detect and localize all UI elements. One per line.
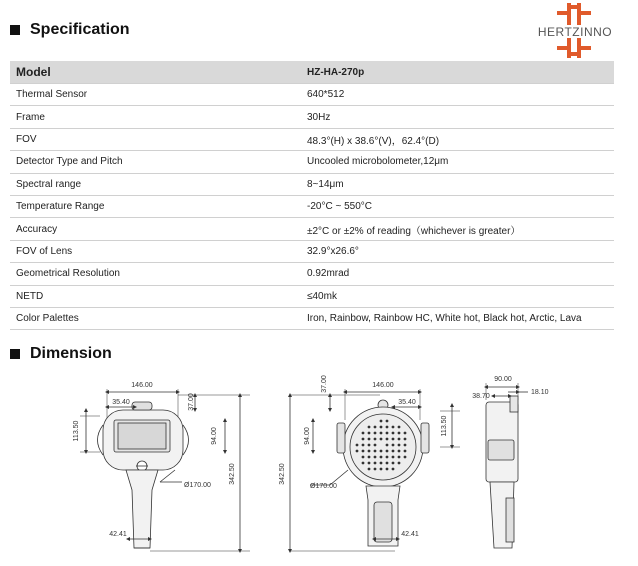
grille-hole [374, 426, 377, 429]
spec-label: Color Palettes [10, 307, 301, 329]
dimension-title: Dimension [30, 345, 112, 362]
grille-hole [368, 468, 371, 471]
grille-hole [398, 456, 401, 459]
spec-label: FOV of Lens [10, 240, 301, 262]
grille-hole [368, 456, 371, 459]
spec-label: FOV [10, 128, 301, 150]
grille-hole [386, 438, 389, 441]
back-handle-width-label: 42.41 [401, 531, 419, 538]
spec-value: 32.9°x26.6° [301, 240, 614, 262]
side-depth-label: 90.00 [494, 376, 512, 383]
specification-title: Specification [30, 21, 130, 38]
table-row [10, 240, 614, 262]
front-view-drawing [80, 389, 250, 551]
grille-hole [398, 426, 401, 429]
grille-hole [404, 438, 407, 441]
grille-hole [380, 462, 383, 465]
spec-value: 0.92mrad [301, 263, 614, 285]
specification-table [10, 61, 614, 330]
grille-hole [386, 420, 389, 423]
spec-value: Iron, Rainbow, Rainbow HC, White hot, Black hot, Arctic, Lava [301, 307, 614, 329]
spec-value: -20°C ~ 550°C [301, 195, 614, 217]
grille-hole [368, 432, 371, 435]
grille-hole [386, 432, 389, 435]
back-width-label: 146.00 [372, 382, 394, 389]
back-top-offset-label: 37.00 [321, 375, 328, 393]
logo-wordmark: HERTZINNO [537, 25, 613, 39]
spec-label: Thermal Sensor [10, 84, 301, 106]
table-row [10, 128, 614, 150]
grille-hole [386, 456, 389, 459]
spec-value: 48.3°(H) x 38.6°(V)，62.4°(D) [301, 128, 614, 150]
grille-hole [374, 456, 377, 459]
grille-hole [386, 462, 389, 465]
spec-label: Geometrical Resolution [10, 263, 301, 285]
grille-hole [398, 444, 401, 447]
hertzinno-logo [522, 2, 628, 60]
grille-hole [380, 468, 383, 471]
back-total-height-label: 342.50 [279, 463, 286, 485]
grille-hole [398, 462, 401, 465]
grille-hole [392, 438, 395, 441]
side-lens-depth-label: 38.70 [472, 393, 490, 400]
front-width-label: 146.00 [131, 382, 153, 389]
grille-hole [392, 426, 395, 429]
grille-hole [392, 432, 395, 435]
grille-hole [392, 456, 395, 459]
spec-value: ±2°C or ±2% of reading（whichever is greater） [301, 218, 614, 240]
spec-label: Accuracy [10, 218, 301, 240]
grille-hole [362, 438, 365, 441]
grille-hole [362, 456, 365, 459]
grille-hole [368, 462, 371, 465]
grille-hole [380, 432, 383, 435]
table-row [10, 195, 614, 217]
header-value: HZ-HA-270p [301, 61, 614, 84]
grille-hole [398, 438, 401, 441]
dimension-drawings [0, 368, 638, 566]
grille-hole [368, 444, 371, 447]
grille-hole [404, 444, 407, 447]
table-row [10, 106, 614, 128]
table-row [10, 285, 614, 307]
back-inner-height-label: 94.00 [304, 427, 311, 445]
grille-hole [380, 450, 383, 453]
grille-hole [374, 438, 377, 441]
grille-hole [374, 462, 377, 465]
grille-hole [386, 426, 389, 429]
grille-hole [380, 438, 383, 441]
table-header-row [10, 61, 614, 84]
square-bullet-icon [10, 349, 20, 359]
grille-hole [380, 426, 383, 429]
front-diameter-label: Ø170.00 [184, 482, 211, 489]
back-diameter-label: Ø170.00 [310, 483, 337, 490]
grille-hole [386, 450, 389, 453]
front-handle-width-label: 42.41 [109, 531, 127, 538]
square-bullet-icon [10, 25, 20, 35]
grille-hole [374, 468, 377, 471]
side-view-drawing [486, 383, 528, 548]
spec-value: 30Hz [301, 106, 614, 128]
spec-label: Temperature Range [10, 195, 301, 217]
grille-hole [404, 432, 407, 435]
grille-hole [362, 432, 365, 435]
spec-label: Spectral range [10, 173, 301, 195]
spec-label: NETD [10, 285, 301, 307]
grille-hole [398, 450, 401, 453]
grille-hole [374, 450, 377, 453]
grille-hole [398, 432, 401, 435]
grille-hole [392, 444, 395, 447]
grille-hole [374, 444, 377, 447]
front-inner-height-label: 94.00 [211, 427, 218, 445]
grille-hole [368, 426, 371, 429]
grille-hole [404, 450, 407, 453]
back-head-height-label: 113.50 [441, 415, 448, 437]
front-total-height-label: 342.50 [229, 463, 236, 485]
side-tip-offset-label: 18.10 [531, 389, 549, 396]
grille-hole [380, 456, 383, 459]
grille-hole [356, 450, 359, 453]
front-left-offset-label: 35.40 [112, 399, 130, 406]
grille-hole [362, 462, 365, 465]
header-label: Model [10, 61, 301, 84]
grille-hole [362, 444, 365, 447]
front-top-offset-label: 37.00 [188, 393, 195, 411]
grille-hole [362, 450, 365, 453]
table-row [10, 84, 614, 106]
grille-hole [392, 468, 395, 471]
grille-hole [392, 462, 395, 465]
table-row [10, 263, 614, 285]
dimension-heading [10, 345, 112, 363]
grille-hole [374, 432, 377, 435]
grille-hole [386, 444, 389, 447]
spec-label: Detector Type and Pitch [10, 151, 301, 173]
grille-hole [392, 450, 395, 453]
spec-value: ≤40mk [301, 285, 614, 307]
spec-label: Frame [10, 106, 301, 128]
table-row [10, 151, 614, 173]
grille-hole [380, 420, 383, 423]
grille-hole [368, 438, 371, 441]
grille-hole [404, 456, 407, 459]
table-row [10, 307, 614, 329]
grille-hole [386, 468, 389, 471]
spec-value: 8~14μm [301, 173, 614, 195]
spec-value: 640*512 [301, 84, 614, 106]
front-head-height-label: 113.50 [73, 420, 80, 442]
specification-heading [10, 21, 130, 39]
table-row [10, 218, 614, 240]
grille-hole [356, 444, 359, 447]
spec-value: Uncooled microbolometer,12μm [301, 151, 614, 173]
back-left-offset-label: 35.40 [398, 399, 416, 406]
grille-hole [368, 450, 371, 453]
table-row [10, 173, 614, 195]
